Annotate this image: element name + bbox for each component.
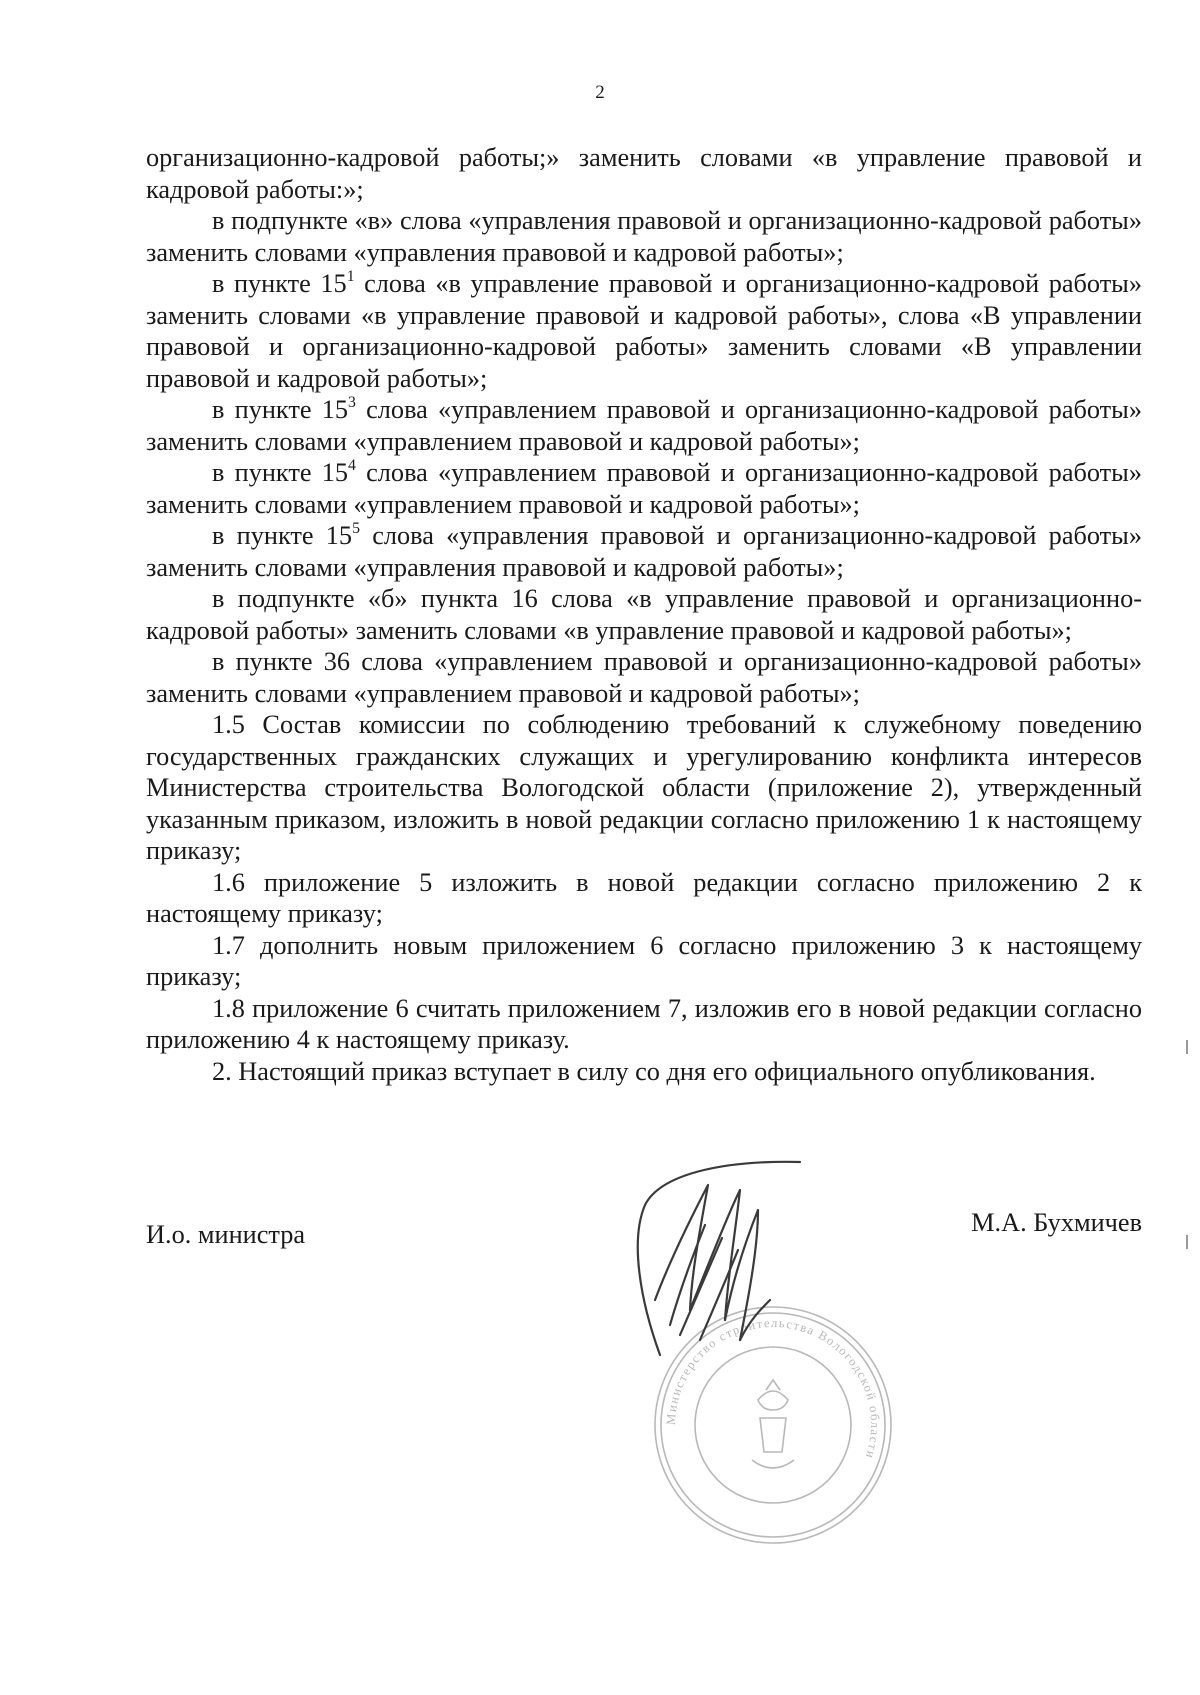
- page-number: 2: [595, 82, 605, 103]
- paragraph: [146, 646, 1142, 709]
- paragraph: [146, 583, 1142, 646]
- superscript-index: 1: [346, 267, 355, 285]
- scan-edge-mark: [1186, 1040, 1188, 1054]
- signatory-role: И.о. министра: [146, 1220, 306, 1249]
- paragraph-text: в подпункте «б» пункта 16 слова «в управление правовой и организационно-кадровой работы» заменить словами «в управление правовой и кадровой работы»;: [146, 584, 1142, 645]
- paragraph-text: 1.6 приложение 5 изложить в новой редакции согласно приложению 2 к настоящему приказу;: [146, 867, 1142, 928]
- paragraph: [146, 930, 1142, 993]
- paragraph-text: слова «управления правовой и организационно-кадровой работы» заменить словами «управления правовой и кадровой работы»;: [146, 521, 1142, 582]
- paragraph: [146, 205, 1142, 268]
- paragraph-text: слова «управлением правовой и организационно-кадровой работы» заменить словами «управлением правовой и кадровой работы»;: [146, 458, 1142, 519]
- paragraph: [146, 394, 1142, 457]
- paragraph: [146, 709, 1142, 867]
- paragraph-text: слова «в управление правовой и организационно-кадровой работы» заменить словами «в управление правовой и кадровой работы», слова «В управлении правовой и организационно-кадровой работы» заменить словами «В управлении правовой и кадровой работы»;: [146, 269, 1143, 393]
- paragraph: [146, 993, 1142, 1056]
- paragraph: [146, 457, 1142, 520]
- superscript-index: 5: [352, 519, 360, 537]
- superscript-index: 3: [348, 393, 356, 411]
- paragraph-text: в пункте 15: [212, 269, 347, 298]
- scan-edge-mark: [1186, 1235, 1188, 1249]
- paragraph-text: в пункте 36 слова «управлением правовой и организационно-кадровой работы» заменить словами «управлением правовой и кадровой работы»;: [146, 647, 1142, 708]
- paragraph-text: в подпункте «в» слова «управления правовой и организационно-кадровой работы» заменить словами «управления правовой и кадровой работы»;: [146, 206, 1142, 267]
- document-body: [146, 142, 1142, 1087]
- paragraph-text: 2. Настоящий приказ вступает в силу со дня его официального опубликования.: [212, 1056, 1096, 1086]
- paragraph-text: организационно-кадровой работы;» заменить словами «в управление правовой и кадровой работы:»;: [146, 143, 1142, 204]
- paragraph-text: слова «управлением правовой и организационно-кадровой работы» заменить словами «управлением правовой и кадровой работы»;: [146, 395, 1142, 456]
- paragraph: [146, 520, 1142, 583]
- handwritten-signature: [600, 1150, 820, 1380]
- paragraph: [146, 867, 1142, 930]
- signatory-name: М.А. Бухмичев: [971, 1208, 1142, 1237]
- paragraph: [146, 142, 1142, 205]
- paragraph: [146, 268, 1142, 394]
- paragraph-text: 1.8 приложение 6 считать приложением 7, изложив его в новой редакции согласно приложению 4 к настоящему приказу.: [146, 993, 1142, 1054]
- paragraph-text: 1.7 дополнить новым приложением 6 согласно приложению 3 к настоящему приказу;: [146, 930, 1142, 991]
- paragraph: [146, 1056, 1142, 1088]
- paragraph-text: в пункте 15: [212, 395, 349, 424]
- stamp-ring-text: Министерство строительства Вологодской области: [663, 1315, 883, 1462]
- paragraph-text: в пункте 15: [212, 521, 353, 550]
- paragraph-text: в пункте 15: [212, 458, 349, 487]
- paragraph-text: 1.5 Состав комиссии по соблюдению требований к служебному поведению государственных гражданских служащих и урегулированию конфликта интересов Министерства строительства Вологодской области (приложение 2), утвержденный указанным приказом, изложить в новой редакции согласно приложению 1 к настоящему приказу;: [146, 710, 1142, 865]
- superscript-index: 4: [348, 456, 356, 474]
